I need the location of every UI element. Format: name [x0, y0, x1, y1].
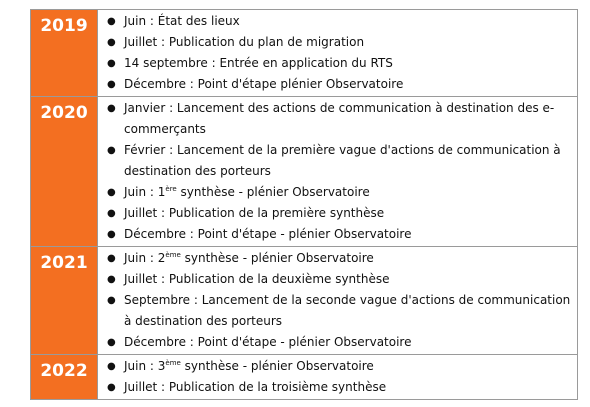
bullet-icon: ● [107, 253, 116, 264]
bullet-icon: ● [107, 37, 116, 48]
event-item: ● 14 septembre : Entrée en application du RTS [98, 53, 577, 74]
bullet-icon: ● [107, 208, 116, 219]
bullet-icon: ● [107, 16, 116, 27]
year-label: 2021 [40, 253, 88, 273]
event-item: ● Juin : 3ème synthèse - plénier Observatoire [98, 356, 577, 377]
timeline-row-2022 [31, 355, 578, 400]
events-cell [98, 97, 578, 247]
timeline-row-2021 [31, 247, 578, 355]
year-cell [31, 97, 98, 247]
events-cell [98, 355, 578, 400]
event-item: ● Juin : 1ère synthèse - plénier Observatoire [98, 182, 577, 203]
event-item: ● Décembre : Point d'étape - plénier Observatoire [98, 332, 577, 353]
event-item: ● Septembre : Lancement de la seconde vague d'actions de communication à destination des porteurs [98, 290, 577, 332]
timeline-row-2020 [31, 97, 578, 247]
event-item: ● Juillet : Publication de la première synthèse [98, 203, 577, 224]
year-cell [31, 10, 98, 97]
timeline-row-2019 [31, 10, 578, 97]
timeline-table [30, 9, 578, 400]
year-label: 2020 [40, 103, 88, 123]
year-label: 2022 [40, 361, 88, 381]
event-list [98, 247, 577, 354]
event-item: ● Janvier : Lancement des actions de communication à destination des e-commerçants [98, 98, 577, 140]
year-label: 2019 [40, 16, 88, 36]
year-cell [31, 355, 98, 400]
event-item: ● Décembre : Point d'étape plénier Observatoire [98, 74, 577, 95]
event-item: ● Juin : 2ème synthèse - plénier Observatoire [98, 248, 577, 269]
bullet-icon: ● [107, 187, 116, 198]
bullet-icon: ● [107, 58, 116, 69]
bullet-icon: ● [107, 361, 116, 372]
bullet-icon: ● [107, 145, 116, 156]
bullet-icon: ● [107, 229, 116, 240]
events-cell [98, 247, 578, 355]
bullet-icon: ● [107, 103, 116, 114]
event-list [98, 10, 577, 96]
event-item: ● Février : Lancement de la première vague d'actions de communication à destination des porteurs [98, 140, 577, 182]
event-list [98, 97, 577, 246]
event-item: ● Juillet : Publication de la deuxième synthèse [98, 269, 577, 290]
event-item: ● Juin : État des lieux [98, 11, 577, 32]
year-cell [31, 247, 98, 355]
bullet-icon: ● [107, 79, 116, 90]
event-list [98, 355, 577, 399]
bullet-icon: ● [107, 295, 116, 306]
event-item: ● Juillet : Publication de la troisième synthèse [98, 377, 577, 398]
bullet-icon: ● [107, 382, 116, 393]
bullet-icon: ● [107, 337, 116, 348]
event-item: ● Juillet : Publication du plan de migration [98, 32, 577, 53]
bullet-icon: ● [107, 274, 116, 285]
event-item: ● Décembre : Point d'étape - plénier Observatoire [98, 224, 577, 245]
events-cell [98, 10, 578, 97]
